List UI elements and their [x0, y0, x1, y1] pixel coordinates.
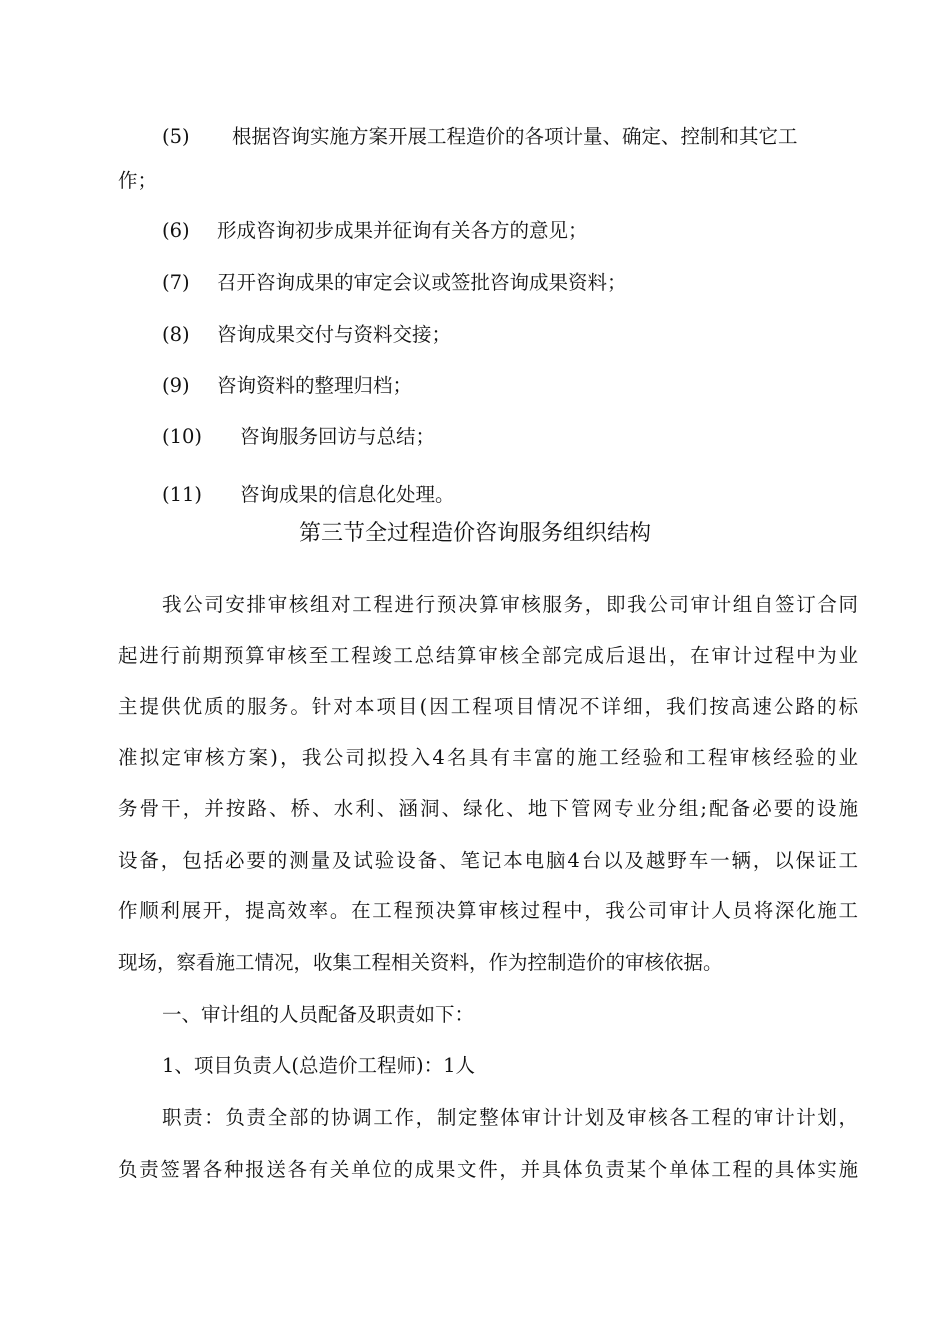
list-item-number: (9) — [162, 374, 190, 397]
list-item-text: 形成咨询初步成果并征询有关各方的意见； — [217, 219, 588, 242]
subsection-heading: 一、审计组的人员配备及职责如下： — [162, 1003, 475, 1026]
paragraph-line: 准拟定审核方案)，我公司拟投入4名具有丰富的施工经验和工程审核经验的业 — [118, 746, 858, 769]
duty-line: 负责签署各种报送各有关单位的成果文件，并具体负责某个单体工程的具体实施 — [118, 1158, 858, 1181]
list-item-number: (11) — [162, 483, 203, 506]
paragraph-line: 起进行前期预算审核至工程竣工总结算审核全部完成后退出，在审计过程中为业 — [118, 644, 858, 667]
section-title: 第三节全过程造价咨询服务组织结构 — [298, 521, 651, 546]
paragraph-line: 设备，包括必要的测量及试验设备、笔记本电脑4台以及越野车一辆，以保证工 — [118, 849, 858, 872]
list-item-number: (10) — [162, 425, 203, 448]
list-item-text: 咨询成果的信息化处理。 — [240, 483, 455, 506]
list-item-number: (8) — [162, 323, 190, 346]
list-item-text: 根据咨询实施方案开展工程造价的各项计量、确定、控制和其它工 — [232, 125, 798, 148]
list-item-text: 咨询资料的整理归档； — [217, 374, 413, 397]
duty-line: 职责：负责全部的协调工作，制定整体审计计划及审核各工程的审计计划， — [162, 1106, 858, 1129]
list-item-text: 召开咨询成果的审定会议或签批咨询成果资料； — [217, 271, 627, 294]
paragraph-line: 主提供优质的服务。针对本项目(因工程项目情况不详细，我们按高速公路的标 — [118, 695, 858, 718]
list-item-text: 咨询成果交付与资料交接； — [217, 323, 452, 346]
list-item-number: (6) — [162, 219, 190, 242]
role-line: 1、项目负责人(总造价工程师)：1人 — [162, 1054, 476, 1077]
list-item-text: 咨询服务回访与总结； — [240, 425, 436, 448]
list-item-number: (5) — [162, 125, 190, 148]
paragraph-line: 作顺利展开，提高效率。在工程预决算审核过程中，我公司审计人员将深化施工 — [118, 899, 858, 922]
paragraph-line: 现场，察看施工情况，收集工程相关资料，作为控制造价的审核依据。 — [118, 951, 723, 974]
paragraph-line: 务骨干，并按路、桥、水利、涵洞、绿化、地下管网专业分组;配备必要的设施 — [118, 797, 858, 820]
list-item-text-cont: 作； — [118, 169, 158, 192]
paragraph-line: 我公司安排审核组对工程进行预决算审核服务，即我公司审计组自签订合同 — [162, 593, 858, 616]
list-item-number: (7) — [162, 271, 190, 294]
